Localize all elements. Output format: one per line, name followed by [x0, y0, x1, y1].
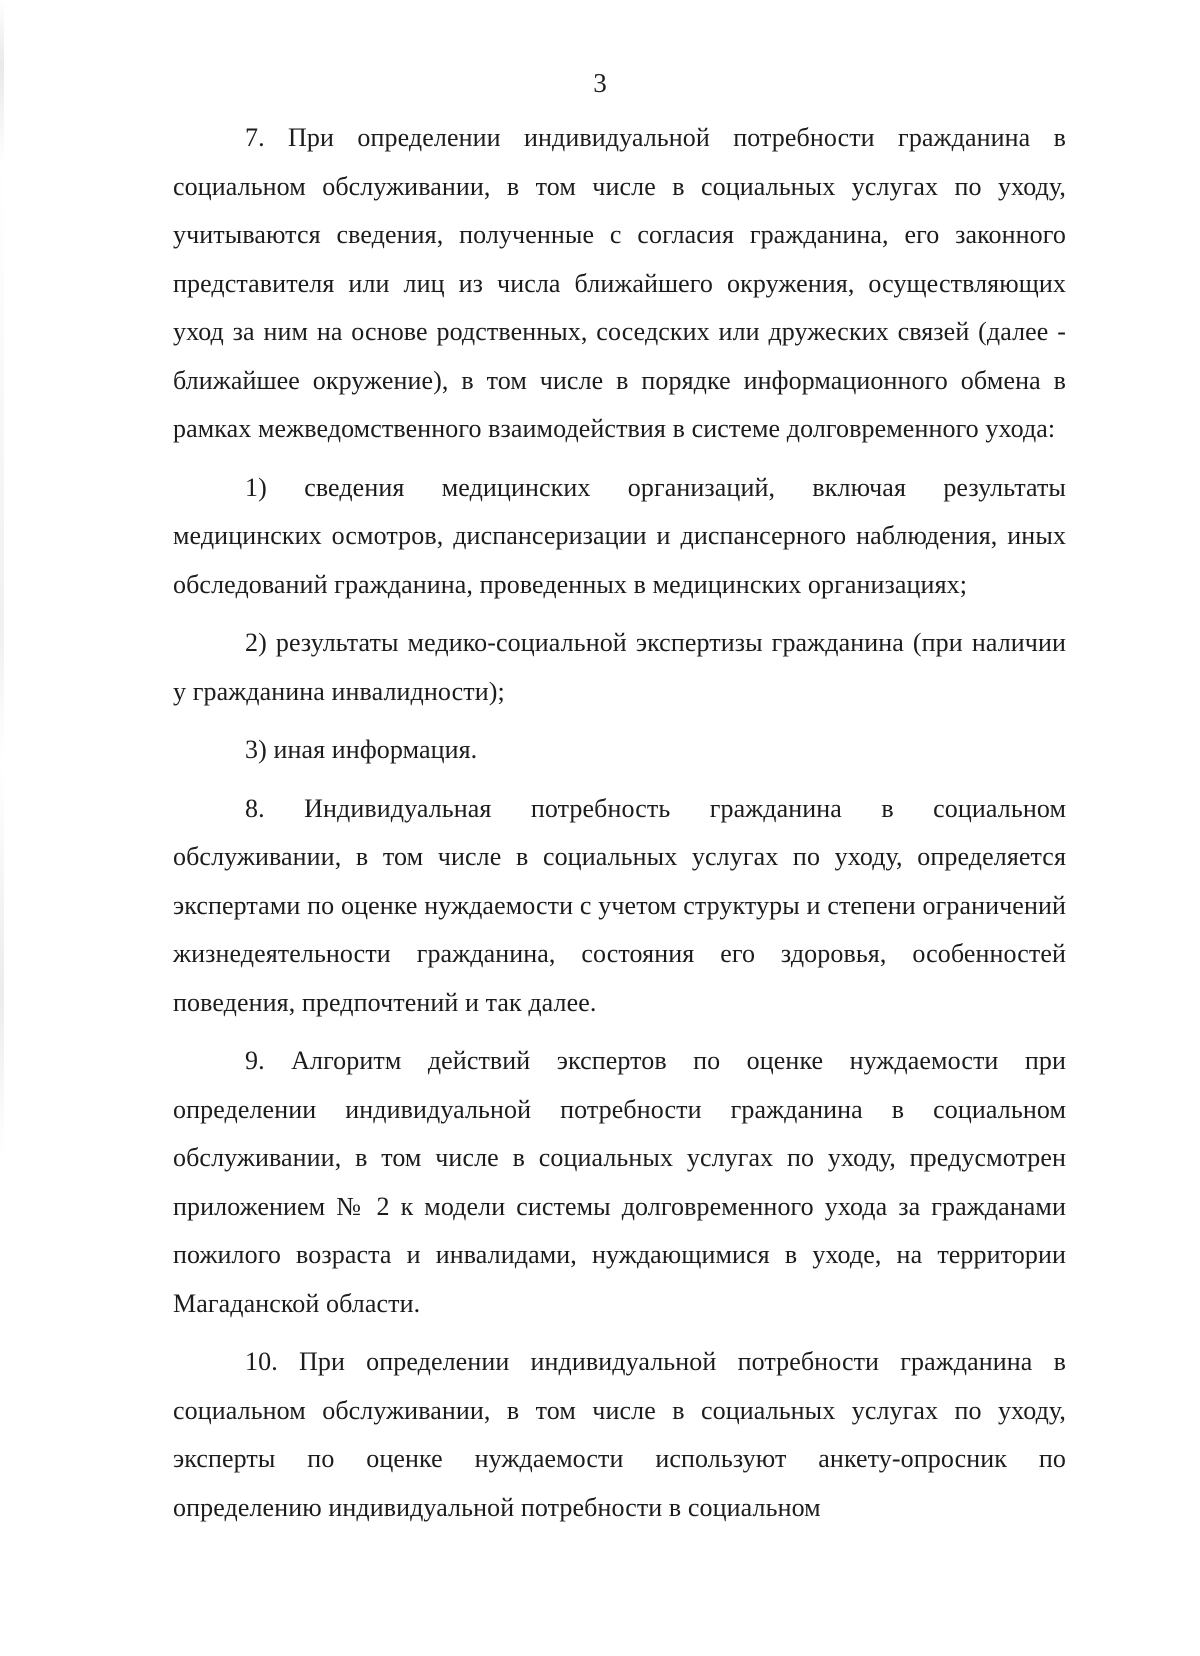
scan-edge-shadow	[0, 0, 4, 1656]
paragraph-8: 8. Индивидуальная потребность гражданина в социальном обслуживании, в том числе в социальных услугах по уходу, определяется экспертами по оценке нуждаемости с учетом структуры и степени ограничений жизнедеятельности гражданина, состояния его здоровья, особенностей поведения, предпочтений и так далее.	[173, 793, 1066, 1017]
document-body	[173, 114, 1066, 1532]
paragraph-7: 7. При определении индивидуальной потребности гражданина в социальном обслуживании, в том числе в социальных услугах по уходу, учитываются сведения, полученные с согласия гражданина, его законного представителя или лиц из числа ближайшего окружения, осуществляющих уход за ним на основе родственных, соседских или дружеских связей (далее - ближайшее окружение), в том числе в порядке информационного обмена в рамках межведомственного взаимодействия в системе долговременного ухода:	[173, 123, 1066, 443]
list-item-1: 1) сведения медицинских организаций, включая результаты медицинских осмотров, диспансеризации и диспансерного наблюдения, иных обследований гражданина, проведенных в медицинских организациях;	[173, 472, 1066, 599]
paragraph-10: 10. При определении индивидуальной потребности гражданина в социальном обслуживании, в том числе в социальных услугах по уходу, эксперты по оценке нуждаемости используют анкету-опросник по определению индивидуальной потребности в социальном	[173, 1347, 1066, 1522]
list-item-3: 3) иная информация.	[245, 735, 478, 764]
page-number: 3	[593, 68, 607, 98]
paragraph-9: 9. Алгоритм действий экспертов по оценке нуждаемости при определении индивидуальной потребности гражданина в социальном обслуживании, в том числе в социальных услугах по уходу, предусмотрен приложением № 2 к модели системы долговременного ухода за гражданами пожилого возраста и инвалидами, нуждающимися в уходе, на территории Магаданской области.	[173, 1046, 1066, 1318]
list-item-2: 2) результаты медико-социальной экспертизы гражданина (при наличии у гражданина инвалидности);	[173, 628, 1066, 706]
